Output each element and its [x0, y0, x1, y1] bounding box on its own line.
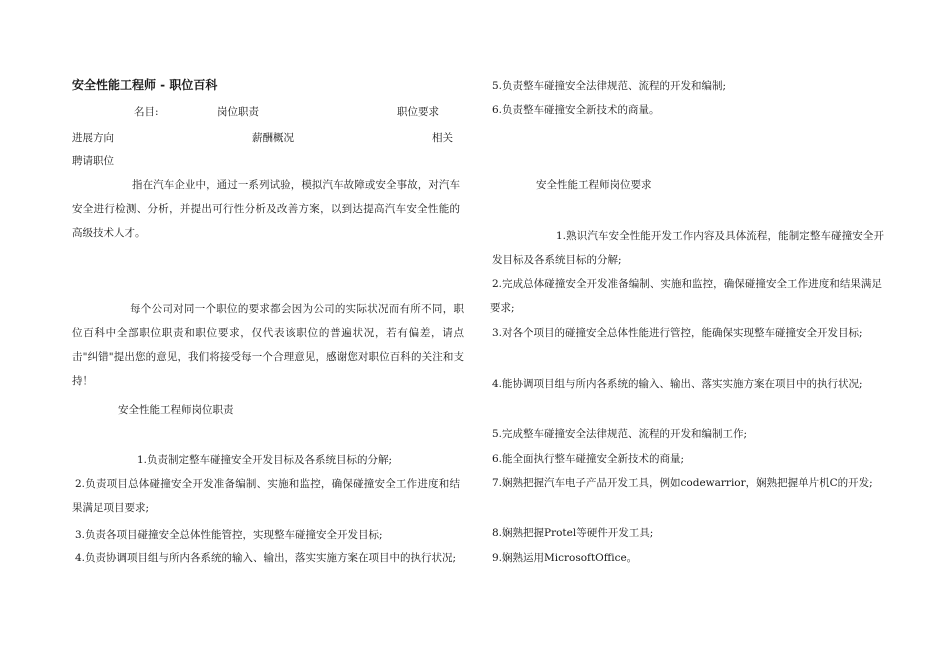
requirement-item: 5.完成整车碰撞安全法律规范、流程的开发和编制工作; [492, 428, 748, 440]
duty-item: 4.负责协调项目组与所内各系统的输入、输出，落实实施方案在项目中的执行状况; [75, 552, 457, 564]
requirement-item: 1.熟识汽车安全性能开发工作内容及具体流程，能制定整车碰撞安全开发目标及各系统目标的分解; [492, 230, 884, 266]
requirement-item: 8.娴熟把握Protel等硬件开发工具; [492, 527, 654, 539]
duty-item: 3.负责各项目碰撞安全总体性能管控，实现整车碰撞安全开发目标; [75, 529, 383, 541]
requirement-item: 2.完成总体碰撞安全开发准备编制、实施和监控，确保碰撞安全工作进度和结果满足要求; [490, 278, 882, 314]
nav-link-duties[interactable]: 岗位职责 [217, 106, 259, 118]
requirement-item: 3.对各个项目的碰撞安全总体性能进行管控，能确保实现整车碰撞安全开发目标; [492, 327, 863, 339]
requirements-heading: 安全性能工程师岗位要求 [536, 179, 652, 191]
duty-item: 2.负责项目总体碰撞安全开发准备编制、实施和监控，确保碰撞安全工作进度和结果满足项目要求; [72, 478, 460, 514]
duty-item: 1.负责制定整车碰撞安全开发目标及各系统目标的分解; [137, 454, 393, 466]
requirement-item: 4.能协调项目组与所内各系统的输入、输出、落实实施方案在项目中的执行状况; [492, 378, 863, 390]
page-title: 安全性能工程师 - 职位百科 [72, 78, 218, 92]
requirement-item: 6.能全面执行整车碰撞安全新技术的商量; [492, 453, 685, 465]
nav-link-development[interactable]: 进展方向 [72, 132, 114, 144]
notice-paragraph: 每个公司对同一个职位的要求都会因为公司的实际状况而有所不同，职位百科中全部职位职责和职位要求，仅代表该职位的普遍状况，若有偏差，请点击"纠错"提出您的意见，我们将接受每一个合理意见，感谢您对职位百科的关注和支持！ [72, 303, 464, 387]
requirement-item: 9.娴熟运用MicrosoftOffice。 [492, 552, 638, 564]
intro-paragraph: 指在汽车企业中，通过一系列试验，模拟汽车故障或安全事故，对汽车安全进行检测、分析，并提出可行性分析及改善方案，以到达提高汽车安全性能的高级技术人才。 [72, 179, 460, 239]
duties-heading: 安全性能工程师岗位职责 [118, 404, 234, 416]
duty-item: 6.负责整车碰撞安全新技术的商量。 [492, 104, 660, 116]
nav-name-label: 名目: [134, 106, 159, 118]
nav-link-salary[interactable]: 薪酬概况 [252, 132, 294, 144]
nav-link-hiring[interactable]: 聘请职位 [72, 155, 114, 167]
nav-link-requirements[interactable]: 职位要求 [397, 106, 439, 118]
duty-item: 5.负责整车碰撞安全法律规范、流程的开发和编制; [492, 80, 727, 92]
nav-link-related[interactable]: 相关 [432, 132, 453, 144]
requirement-item: 7.娴熟把握汽车电子产品开发工具，例如codewarrior，娴熟把握单片机C的开发; [492, 477, 873, 489]
